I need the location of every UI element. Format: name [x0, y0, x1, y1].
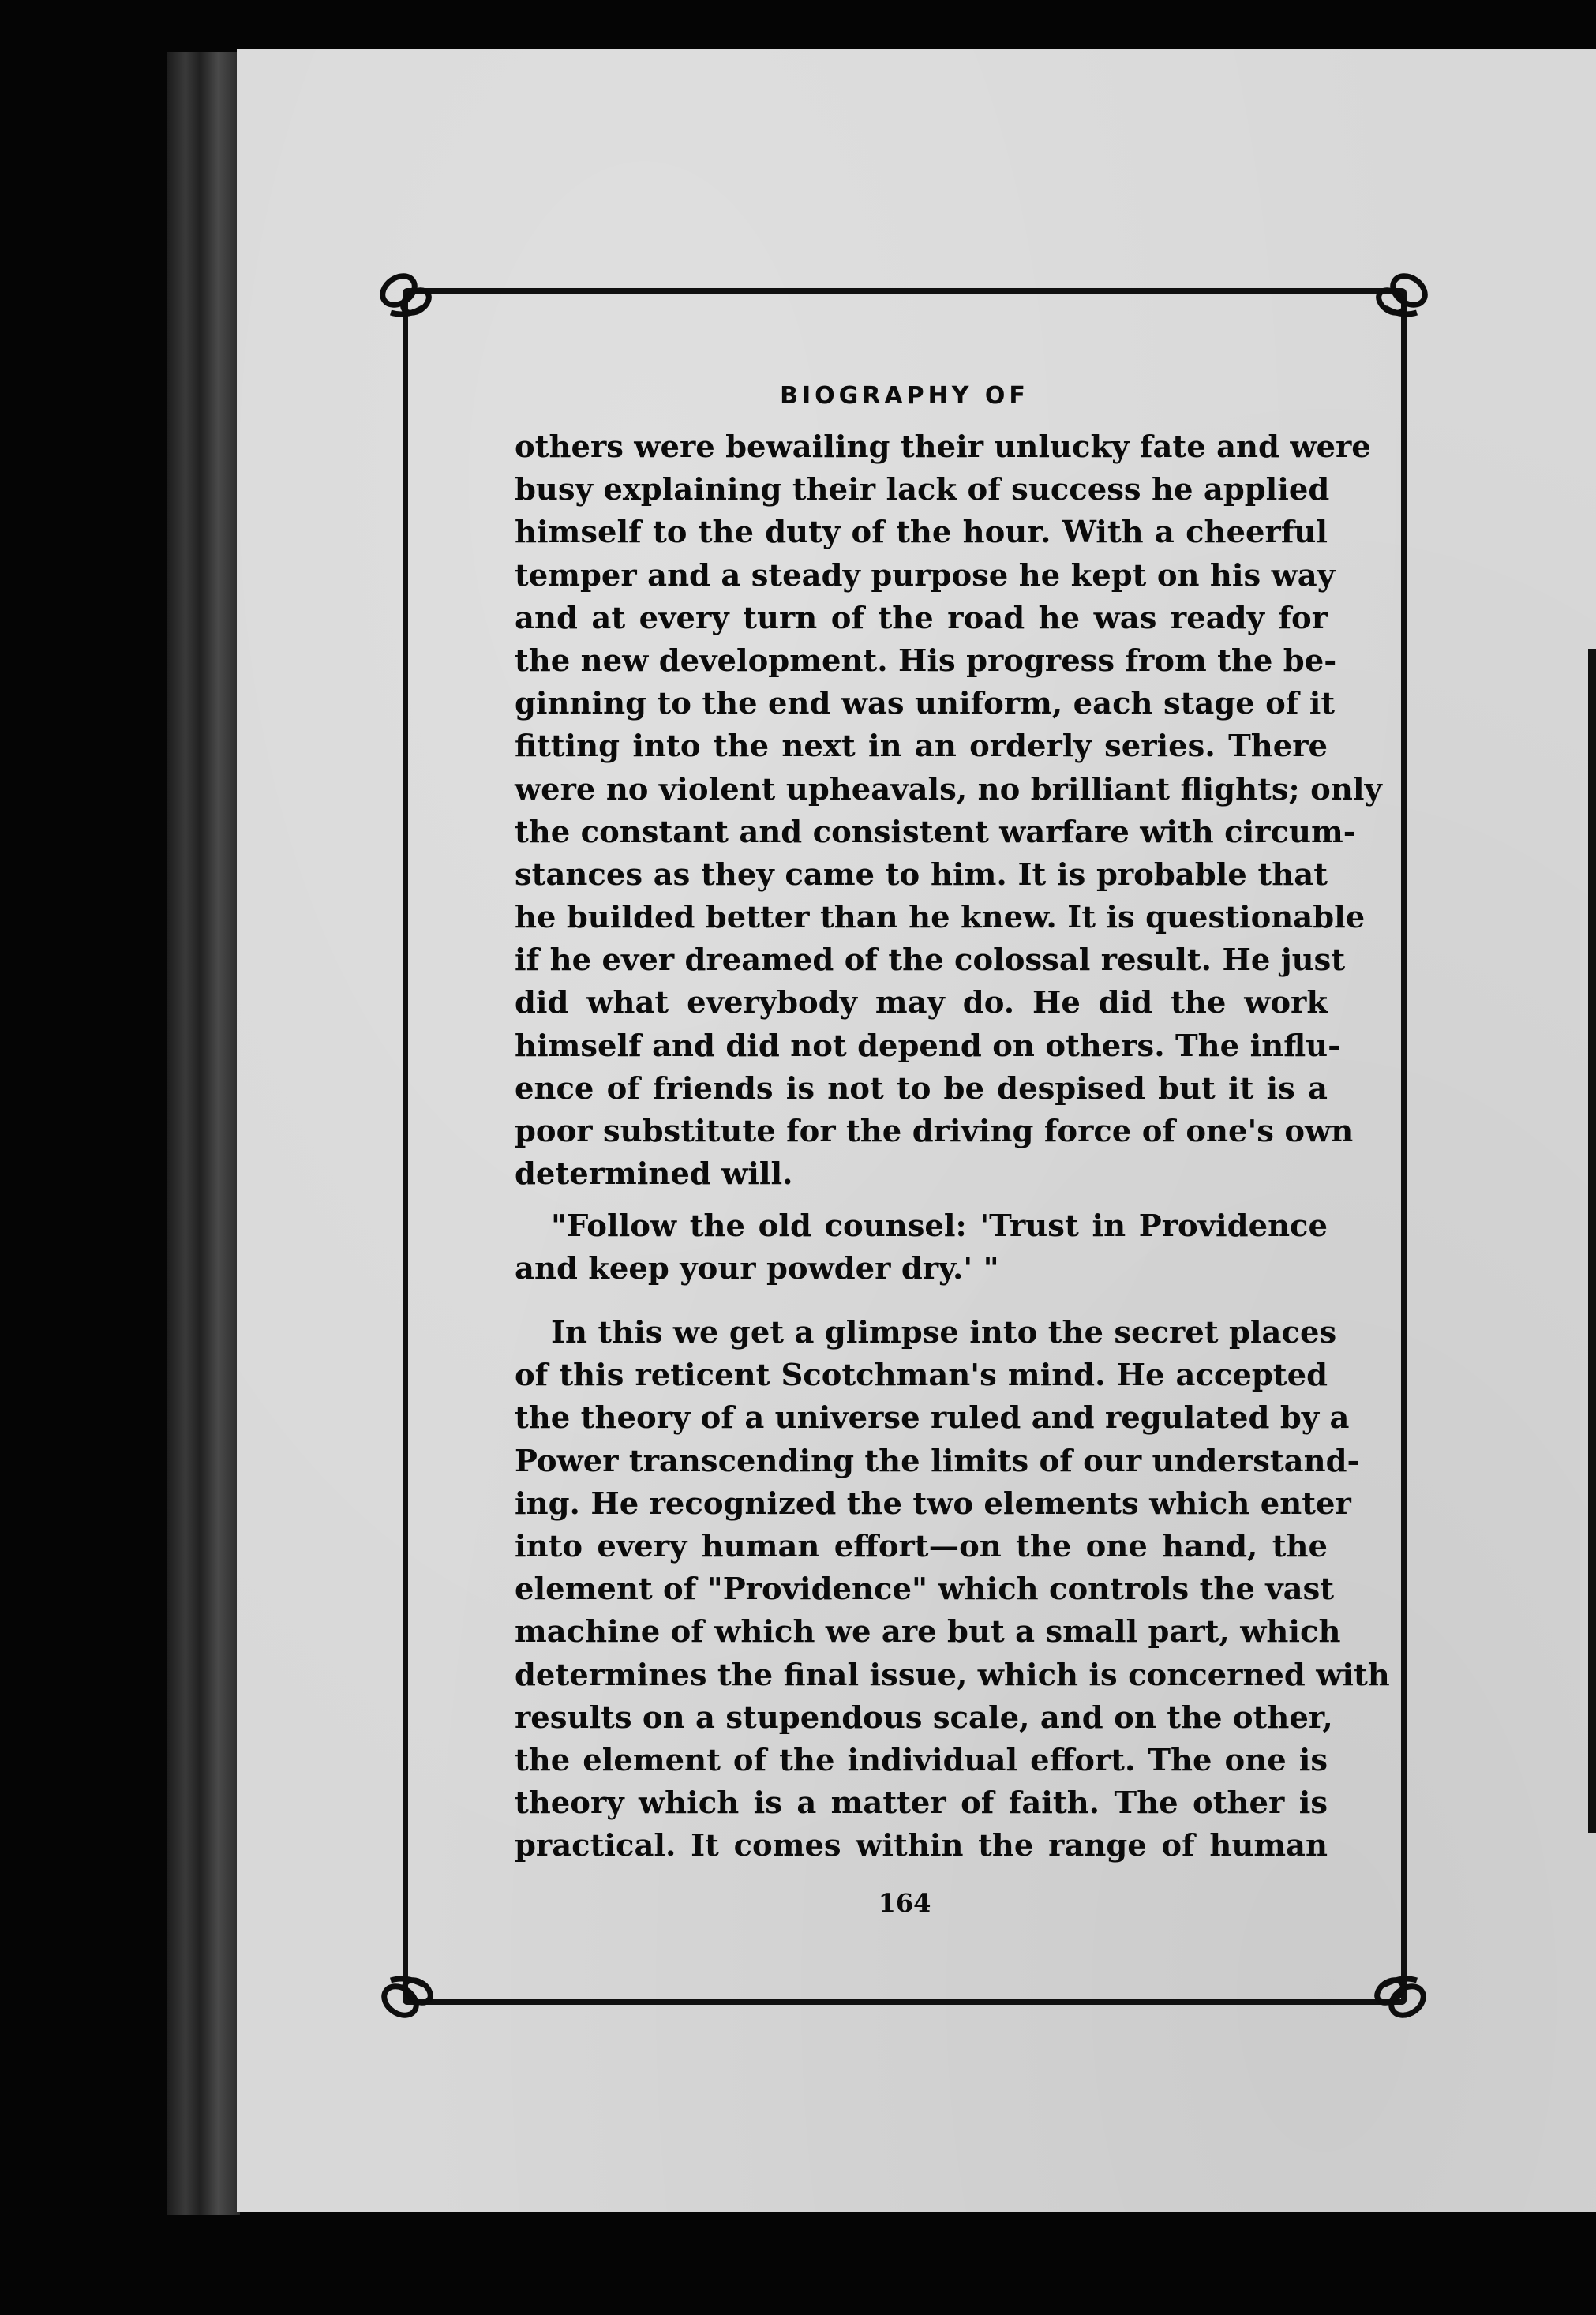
text-line: element of "Providence" which controls the vast — [515, 1571, 1335, 1608]
text-line: were no violent upheavals, no brilliant flights; only — [515, 771, 1382, 807]
text-line: himself and did not depend on others. The influ- — [515, 1028, 1341, 1064]
text-line: fitting into the next in an orderly series. There — [515, 729, 1328, 765]
page-edge-shadow — [1588, 649, 1596, 1833]
text-line: poor substitute for the driving force of one's own — [515, 1114, 1354, 1149]
text-line: busy explaining their lack of success he applied — [515, 472, 1330, 508]
text-line: determined will. — [515, 1156, 793, 1193]
text-line: stances as they came to him. It is probable that — [515, 856, 1328, 893]
corner-ornament-icon — [375, 260, 446, 332]
corner-ornament-icon — [375, 1961, 446, 2032]
page-number: 164 — [878, 1888, 931, 1918]
corner-ornament-icon — [1363, 260, 1434, 332]
paragraph-2 — [515, 1205, 1328, 1290]
text-line: results on a stupendous scale, and on the other, — [515, 1699, 1333, 1736]
text-line: "Follow the old counsel: 'Trust in Providence — [551, 1208, 1328, 1244]
running-head: BIOGRAPHY OF — [780, 382, 1029, 410]
text-line: did what everybody may do. He did the work — [515, 985, 1328, 1021]
ornamental-frame — [403, 288, 1407, 2005]
text-line: into every human effort—on the one hand, the — [515, 1528, 1328, 1564]
paragraph-1 — [515, 426, 1382, 1196]
text-line: practical. It comes within the range of human — [515, 1828, 1328, 1864]
text-line: theory which is a matter of faith. The other is — [515, 1785, 1328, 1822]
text-line: Power transcending the limits of our understand- — [515, 1443, 1360, 1479]
text-line: if he ever dreamed of the colossal result. He just — [515, 942, 1346, 979]
text-line: others were bewailing their unlucky fate and were — [515, 429, 1371, 465]
text-line: the theory of a universe ruled and regulated by a — [515, 1400, 1350, 1437]
text-line: himself to the duty of the hour. With a cheerful — [515, 515, 1328, 551]
text-line: machine of which we are but a small part, which — [515, 1614, 1341, 1650]
text-line: ing. He recognized the two elements which enter — [515, 1485, 1351, 1522]
text-line: and at every turn of the road he was ready for — [515, 600, 1328, 636]
text-line: of this reticent Scotchman's mind. He accepted — [515, 1358, 1328, 1394]
text-line: the new development. His progress from the be- — [515, 642, 1337, 679]
text-line: and keep your powder dry.' " — [515, 1251, 999, 1287]
paragraph-3 — [515, 1312, 1390, 1867]
text-line: determines the final issue, which is concerned with — [515, 1657, 1390, 1693]
text-line: ginning to the end was uniform, each stage of it — [515, 686, 1336, 722]
corner-ornament-icon — [1363, 1961, 1434, 2032]
text-line: In this we get a glimpse into the secret places — [551, 1315, 1337, 1350]
book-spine-edge — [167, 52, 240, 2215]
text-line: temper and a steady purpose he kept on his way — [515, 557, 1336, 594]
text-line: the element of the individual effort. The one is — [515, 1742, 1328, 1778]
text-line: he builded better than he knew. It is questionable — [515, 900, 1366, 936]
text-line: ence of friends is not to be despised but it is a — [515, 1070, 1328, 1107]
text-line: the constant and consistent warfare with circum- — [515, 814, 1356, 850]
